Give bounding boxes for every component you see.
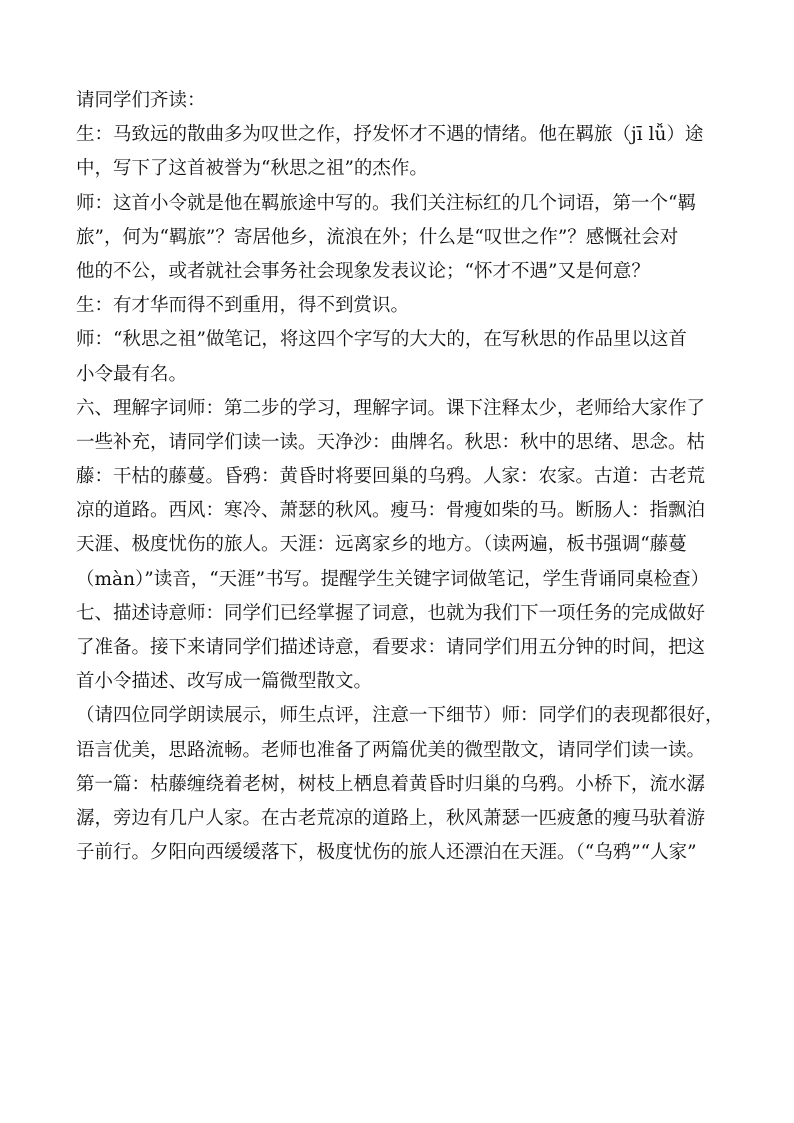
text-line: 生：有才华而得不到重用，得不到赏识。 <box>76 295 410 317</box>
text-line: 中，写下了这首被誉为“秋思之祖”的杰作。 <box>76 158 428 180</box>
paragraph-section-six <box>76 392 736 597</box>
text-line: 请同学们齐读： <box>76 90 206 111</box>
paragraph-teacher-2 <box>76 323 736 391</box>
text-line: 天涯、极度忧伤的旅人。天涯：远离家乡的地方。（读两遍，板书强调“藤蔓 <box>76 534 687 556</box>
paragraph-student-2 <box>76 289 736 323</box>
text-line: 旅”，何为“羁旅”？寄居他乡，流浪在外；什么是“叹世之作”？感慨社会对 <box>76 226 679 248</box>
paragraph-first-essay <box>76 768 736 871</box>
text-line: 一些补充，请同学们读一读。天净沙：曲牌名。秋思：秋中的思绪、思念。枯 <box>76 431 706 453</box>
text-line: 首小令描述、改写成一篇微型散文。 <box>76 671 373 693</box>
text-line: 子前行。夕阳向西缓缓落下，极度忧伤的旅人还漂泊在天涯。（“乌鸦”“人家” <box>76 842 697 864</box>
text-line: 师：这首小令就是他在羁旅途中写的。我们关注标红的几个词语，第一个“羁 <box>76 192 696 214</box>
text-line: 他的不公，或者就社会事务社会现象发表议论；“怀才不遇”又是何意？ <box>76 260 650 282</box>
text-line: （请四位同学朗读展示，师生点评，注意一下细节）师：同学们的表现都很好， <box>76 705 724 727</box>
text-line: 凉的道路。西风：寒冷、萧瑟的秋风。瘦马：骨瘦如柴的马。断肠人：指飘泊 <box>76 500 706 522</box>
text-line: 潺，旁边有几户人家。在古老荒凉的道路上，秋风萧瑟一匹疲惫的瘦马驮着游 <box>76 807 706 829</box>
paragraph-instruction <box>76 84 736 118</box>
text-line: 六、理解字词师：第二步的学习，理解字词。课下注释太少，老师给大家作了 <box>76 397 706 419</box>
text-line: 七、描述诗意师：同学们已经掌握了词意，也就为我们下一项任务的完成做好 <box>76 602 706 624</box>
text-line: 生：马致远的散曲多为叹世之作，抒发怀才不遇的情绪。他在羁旅（jī lǚ）途 <box>76 124 704 146</box>
paragraph-teacher-1 <box>76 187 736 290</box>
text-line: 藤：干枯的藤蔓。昏鸦：黄昏时将要回巢的乌鸦。人家：农家。古道：古老荒 <box>76 466 706 488</box>
text-line: （màn）”读音，“天涯”书写。提醒学生关键字词做笔记，学生背诵同桌检查） <box>76 568 710 590</box>
document-body <box>76 84 736 870</box>
paragraph-section-seven <box>76 597 736 700</box>
text-line: 了准备。接下来请同学们描述诗意，看要求：请同学们用五分钟的时间，把这 <box>76 637 706 658</box>
text-line: 师：“秋思之祖”做笔记，将这四个字写的大大的，在写秋思的作品里以这首 <box>76 329 687 351</box>
paragraph-student-1 <box>76 118 736 186</box>
text-line: 第一篇：枯藤缠绕着老树，树枝上栖息着黄昏时归巢的乌鸦。小桥下，流水潺 <box>76 773 706 795</box>
text-line: 小令最有名。 <box>76 363 188 385</box>
paragraph-reading-showcase <box>76 699 736 767</box>
text-line: 语言优美，思路流畅。老师也准备了两篇优美的微型散文，请同学们读一读。 <box>76 739 706 761</box>
